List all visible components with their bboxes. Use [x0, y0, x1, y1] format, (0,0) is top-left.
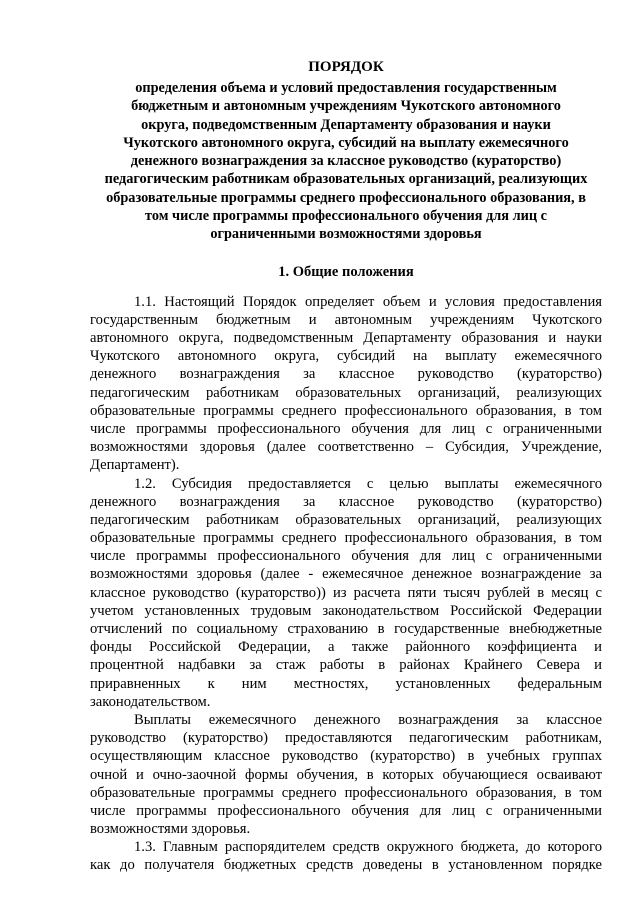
text-line: 1.2. Субсидия предоставляется с целью выплаты ежемесячного: [134, 475, 602, 492]
subtitle-line: образовательные программы среднего профессионального образования, в: [106, 189, 586, 206]
paragraph-payments: [90, 711, 602, 838]
text-line: образовательные программы среднего профессионального образования, в том: [90, 402, 602, 419]
document-page: [90, 58, 602, 875]
text-line: педагогическим работникам образовательных организаций, реализующих: [90, 511, 602, 528]
text-line: числе программы профессионального обучения для лиц с ограниченными: [90, 802, 602, 819]
text-line: 1.3. Главным распорядителем средств окружного бюджета, до которого: [134, 839, 602, 856]
subtitle-line: Чукотского автономного округа, субсидий на выплату ежемесячного: [123, 134, 569, 151]
text-line: как до получателя бюджетных средств доведены в установленном порядке: [90, 857, 602, 874]
subtitle-line: денежного вознаграждения за классное руководство (кураторство): [130, 153, 562, 170]
text-line: процентной надбавки за стаж работы в районах Крайнего Севера и: [90, 657, 602, 674]
document-title: ПОРЯДОК: [308, 59, 384, 75]
document-subtitle: [90, 79, 602, 244]
text-line: Департамент).: [90, 457, 180, 474]
paragraph-1-3: [90, 838, 602, 874]
text-line: руководство (кураторство) предоставляются педагогическим работникам,: [90, 730, 602, 747]
subtitle-line: педагогическим работникам образовательных организаций, реализующих: [104, 171, 588, 188]
section-heading: 1. Общие положения: [278, 263, 414, 280]
text-line: 1.1. Настоящий Порядок определяет объем и условия предоставления: [134, 293, 602, 310]
text-line: возможностями здоровья (далее соответственно – Субсидия, Учреждение,: [90, 439, 602, 456]
text-line: государственным бюджетным и автономным учреждениям Чукотского: [90, 311, 602, 328]
text-line: возможностями здоровья (далее - ежемесячное денежное вознаграждение за: [90, 566, 602, 583]
text-line: автономного округа, подведомственным Департаменту образования и науки: [90, 330, 602, 347]
text-line: возможностями здоровья.: [90, 821, 251, 838]
text-line: классное руководство (кураторство)) из расчета пяти тысяч рублей в месяц с: [90, 584, 602, 601]
subtitle-line: округа, подведомственным Департаменту образования и науки: [141, 116, 551, 133]
text-line: приравненных к ним местностях, установленных федеральным: [90, 675, 602, 692]
text-line: Чукотского автономного округа, субсидий на выплату ежемесячного: [90, 348, 602, 365]
text-line: денежного вознаграждения за классное руководство (кураторство): [90, 493, 602, 510]
text-line: осуществляющим классное руководство (кураторство) в учебных группах: [90, 748, 602, 765]
text-line: числе программы профессионального обучения для лиц с ограниченными: [90, 548, 602, 565]
subtitle-line: бюджетным и автономным учреждениям Чукотского автономного: [131, 98, 561, 115]
subtitle-line: ограниченными возможностями здоровья: [210, 226, 482, 243]
subtitle-line: определения объема и условий предоставления государственным: [135, 80, 557, 96]
paragraph-1-1: [90, 293, 602, 475]
text-line: учетом установленных трудовым законодательством Российской Федерации: [90, 602, 602, 619]
paragraph-1-2: [90, 475, 602, 711]
text-line: педагогическим работникам образовательных организаций, реализующих: [90, 384, 602, 401]
text-line: очной и очно-заочной формы обучения, в которых обучающиеся осваивают: [90, 766, 602, 783]
document-body: [90, 293, 602, 875]
text-line: законодательством.: [90, 693, 211, 710]
text-line: денежного вознаграждения за классное руководство (кураторство): [90, 366, 602, 383]
text-line: фонды Российской Федерации, а также районного коэффициента и: [90, 639, 602, 656]
text-line: образовательные программы среднего профессионального образования, в том: [90, 530, 602, 547]
text-line: Выплаты ежемесячного денежного вознаграждения за классное: [134, 711, 602, 728]
subtitle-line: том числе программы профессионального обучения для лиц с: [145, 208, 547, 225]
text-line: числе программы профессионального обучения для лиц с ограниченными: [90, 420, 602, 437]
text-line: образовательные программы среднего профессионального образования, в том: [90, 784, 602, 801]
text-line: отчислений по социальному страхованию в государственные внебюджетные: [90, 621, 602, 638]
